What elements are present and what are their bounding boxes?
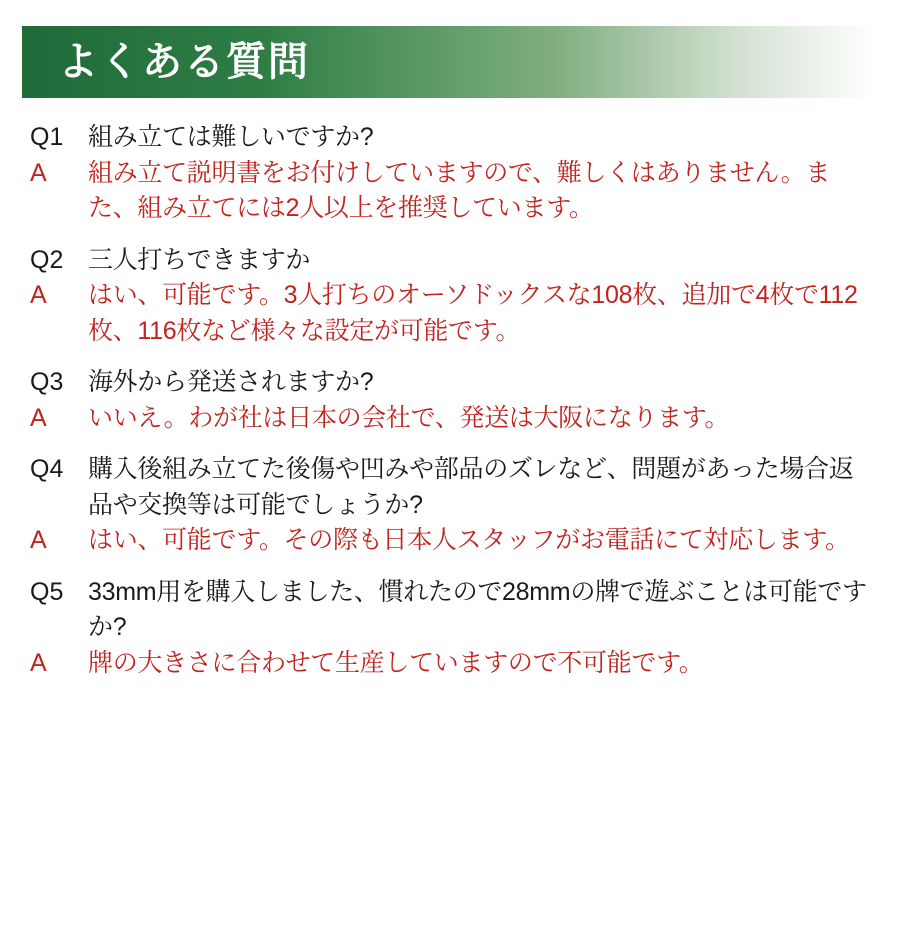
question-tag: Q3 xyxy=(30,368,64,396)
page-header-banner xyxy=(22,26,878,98)
faq-question-row xyxy=(30,365,870,401)
answer-tag: A xyxy=(30,526,47,554)
answer-text: はい、可能です。3人打ちのオーソドックスな108枚、追加で4枚で112枚、116枚など様々な設定が可能です。 xyxy=(88,281,858,345)
answer-tag: A xyxy=(30,648,47,677)
page-title: よくある質問 xyxy=(58,40,310,84)
answer-text: はい、可能です。その際も日本人スタッフがお電話にて対応します。 xyxy=(88,526,850,554)
question-text: 購入後組み立てた後傷や凹みや部品のズレなど、問題があった場合返品や交換等は可能でしょうか? xyxy=(88,455,854,519)
faq-answer-row xyxy=(30,401,870,437)
question-tag: Q4 xyxy=(30,455,64,483)
question-text: 33mm用を購入しました、慣れたので28mmの牌で遊ぶことは可能ですか? xyxy=(88,577,867,641)
faq-answer-row xyxy=(30,646,870,682)
faq-page xyxy=(0,26,900,926)
faq-question-row xyxy=(30,243,870,279)
question-tag: Q5 xyxy=(30,577,64,606)
faq-list xyxy=(30,120,870,681)
question-tag: Q1 xyxy=(30,123,64,151)
faq-question-row xyxy=(30,452,870,523)
answer-tag: A xyxy=(30,281,47,309)
faq-item xyxy=(30,120,870,227)
answer-tag: A xyxy=(30,403,47,432)
question-text: 三人打ちできますか xyxy=(88,245,311,274)
answer-text: 牌の大きさに合わせて生産していますので不可能です。 xyxy=(88,648,704,677)
faq-item xyxy=(30,365,870,436)
answer-tag: A xyxy=(30,158,47,187)
faq-question-row xyxy=(30,575,870,646)
answer-text: 組み立て説明書をお付けしていますので、難しくはありません。また、組み立てには2人以上を推奨しています。 xyxy=(88,158,831,222)
faq-answer-row xyxy=(30,156,870,227)
question-text: 組み立ては難しいですか? xyxy=(88,123,374,151)
faq-item xyxy=(30,575,870,682)
faq-item xyxy=(30,452,870,559)
faq-answer-row xyxy=(30,278,870,349)
question-tag: Q2 xyxy=(30,245,64,274)
faq-question-row xyxy=(30,120,870,156)
faq-item xyxy=(30,243,870,350)
faq-answer-row xyxy=(30,523,870,559)
answer-text: いいえ。わが社は日本の会社で、発送は大阪になります。 xyxy=(88,403,730,432)
question-text: 海外から発送されますか? xyxy=(88,368,374,396)
